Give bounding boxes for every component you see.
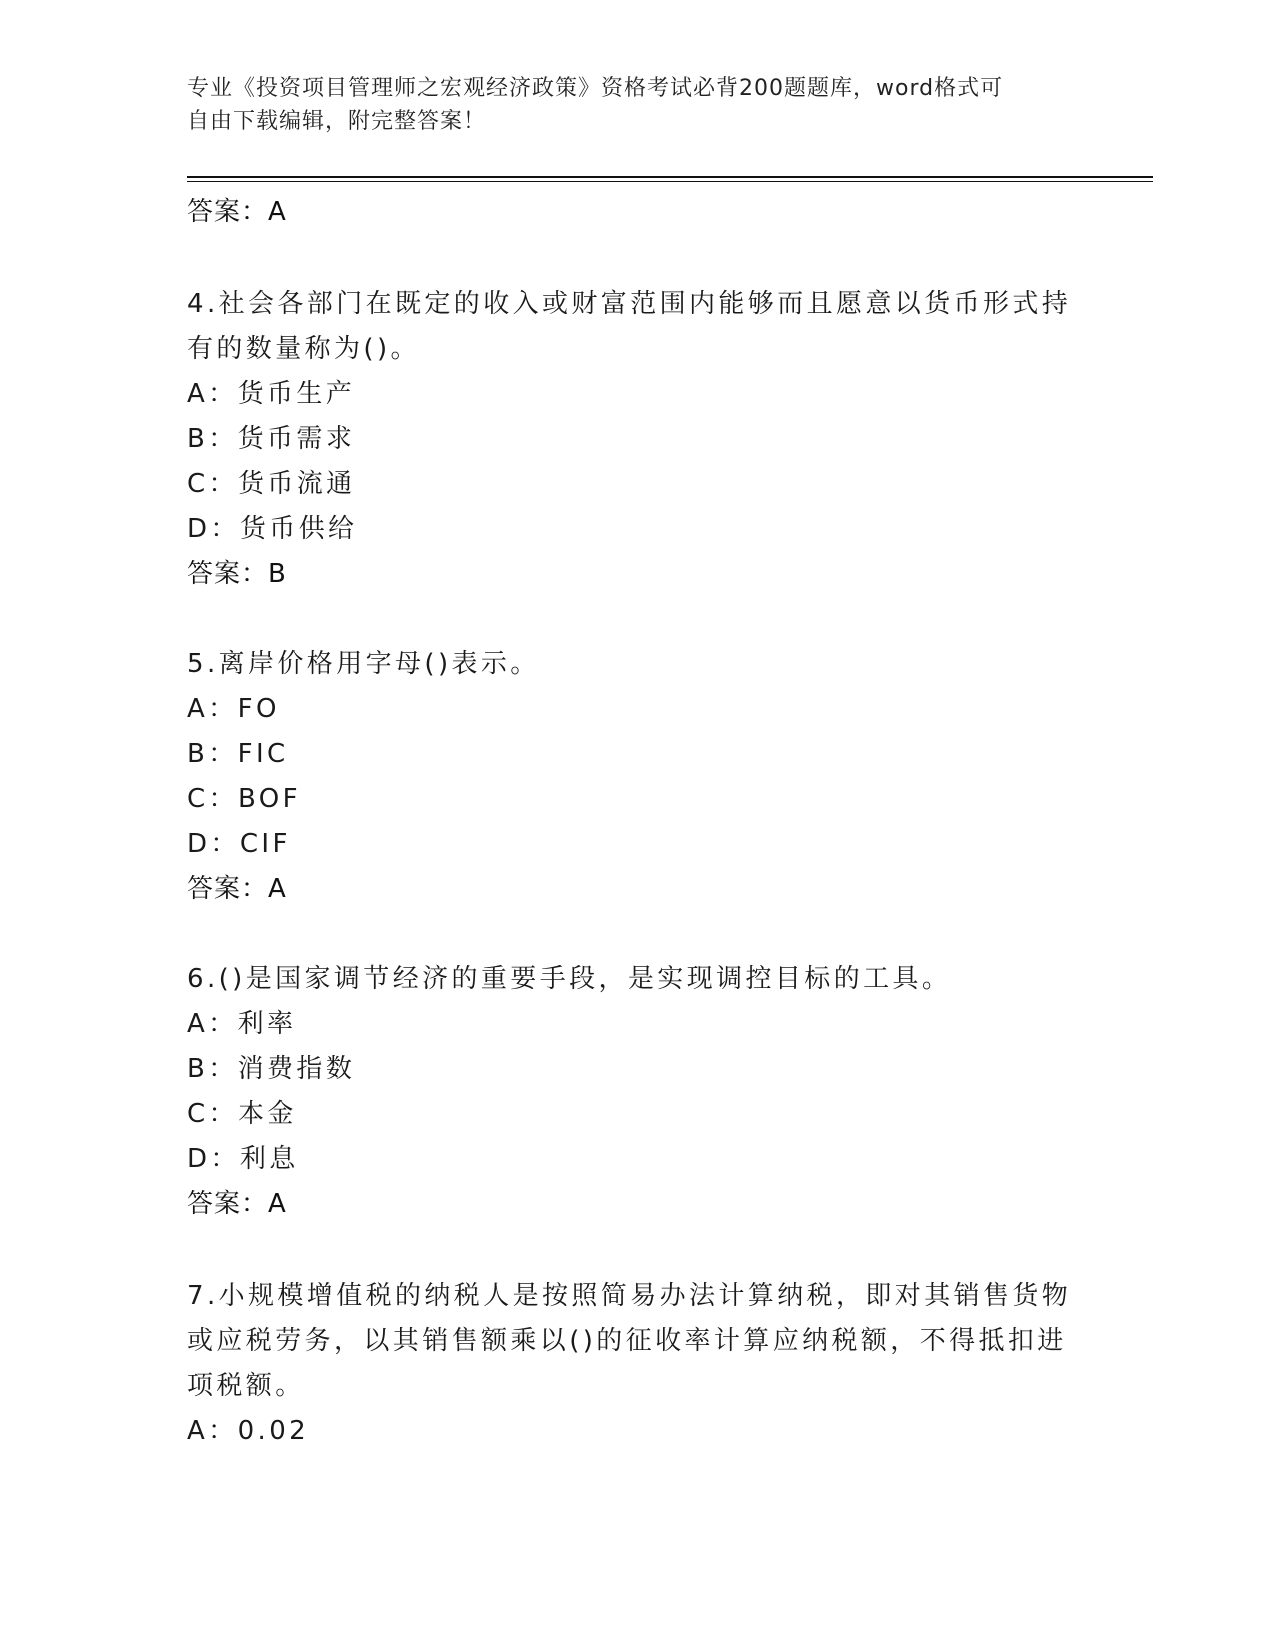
answer-line: 答案：A — [187, 1189, 287, 1219]
question-option: C：BOF — [187, 784, 301, 814]
question-option: A：0.02 — [187, 1416, 310, 1446]
header-line-2: 自由下载编辑，附完整答案！ — [187, 109, 487, 134]
question-option: A：FO — [187, 694, 280, 724]
question-option: C：货币流通 — [187, 469, 356, 499]
header-rule-thick — [187, 176, 1153, 178]
question-option: D：利息 — [187, 1144, 299, 1174]
question-option: B：消费指数 — [187, 1054, 356, 1084]
answer-line: 答案：B — [187, 559, 287, 589]
question-option: B：FIC — [187, 739, 289, 769]
header-rule-thin — [187, 181, 1153, 182]
question-stem-line: 项税额。 — [187, 1371, 305, 1401]
header-line-1: 专业《投资项目管理师之宏观经济政策》资格考试必背200题题库，word格式可 — [187, 76, 1004, 101]
question-option: A：利率 — [187, 1009, 297, 1039]
question-option: A：货币生产 — [187, 379, 356, 409]
question-option: D：货币供给 — [187, 514, 358, 544]
question-stem-line: 4.社会各部门在既定的收入或财富范围内能够而且愿意以货币形式持 — [187, 289, 1072, 319]
question-option: C：本金 — [187, 1099, 297, 1129]
answer-line: 答案：A — [187, 874, 287, 904]
question-option: D：CIF — [187, 829, 291, 859]
question-stem-line: 有的数量称为()。 — [187, 334, 420, 364]
question-stem-line: 5.离岸价格用字母()表示。 — [187, 649, 540, 679]
question-stem-line: 或应税劳务，以其销售额乘以()的征收率计算应纳税额，不得抵扣进 — [187, 1326, 1067, 1356]
question-stem-line: 6.()是国家调节经济的重要手段，是实现调控目标的工具。 — [187, 964, 952, 994]
answer-line: 答案：A — [187, 197, 287, 227]
question-option: B：货币需求 — [187, 424, 356, 454]
page-header — [187, 72, 1067, 138]
question-stem-line: 7.小规模增值税的纳税人是按照简易办法计算纳税，即对其销售货物 — [187, 1281, 1072, 1311]
